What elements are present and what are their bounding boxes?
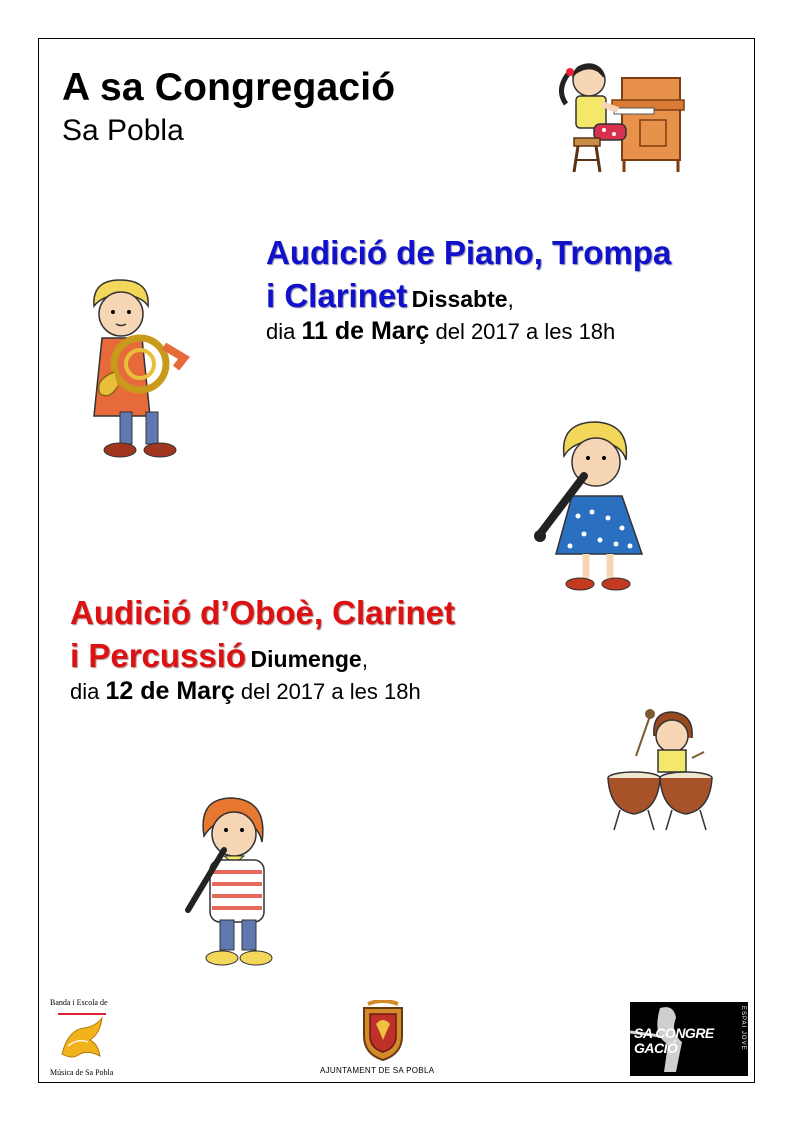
event2-date-suffix: del 2017 a les 18h — [240, 679, 421, 704]
town-hall-label: AJUNTAMENT DE SA POBLA — [320, 1066, 435, 1075]
band-logo-line2: Música de Sa Pobla — [50, 1068, 114, 1077]
event1-title-line1: Audició de Piano, Trompa — [266, 234, 672, 271]
congre-logo-text: SA CONGRE GACIÓ — [634, 1025, 714, 1056]
event1-weekday: Dissabte — [411, 286, 508, 312]
event1-date-prefix: dia — [266, 319, 296, 344]
event1-date-suffix: del 2017 a les 18h — [435, 319, 616, 344]
event1-title-line2: i Clarinet — [266, 277, 408, 314]
event2-title-line2: i Percussió — [70, 637, 247, 674]
event1-date-main: 11 de Març — [301, 317, 430, 345]
child-clarinet-illustration — [526, 416, 646, 598]
event1-date — [266, 317, 615, 346]
child-horn-illustration — [80, 276, 200, 462]
event1-comma: , — [507, 286, 514, 312]
poster-frame — [38, 38, 755, 1083]
venue-subtitle: Sa Pobla — [62, 114, 184, 147]
band-logo-line1: Banda i Escola de — [50, 998, 108, 1007]
event2-weekday: Diumenge — [250, 646, 362, 672]
band-logo-icon — [54, 1010, 110, 1066]
event2-date-prefix: dia — [70, 679, 100, 704]
child-piano-illustration — [552, 60, 687, 178]
child-oboe-illustration — [180, 792, 276, 972]
congre-logo-side: ESPAI JOVE — [740, 1006, 746, 1051]
event2-date — [70, 677, 421, 706]
event2-title-line2-row — [70, 639, 368, 673]
event2-comma: , — [361, 646, 369, 672]
event2-date-main: 12 de Març — [105, 677, 235, 705]
congre-logo — [630, 1002, 748, 1076]
event2-title-line1: Audició d’Oboè, Clarinet — [70, 594, 456, 631]
event1-title-line2-row — [266, 279, 514, 313]
child-timpani-illustration — [606, 706, 716, 834]
venue-title: A sa Congregació — [62, 66, 396, 109]
town-hall-crest-icon — [356, 1000, 410, 1062]
